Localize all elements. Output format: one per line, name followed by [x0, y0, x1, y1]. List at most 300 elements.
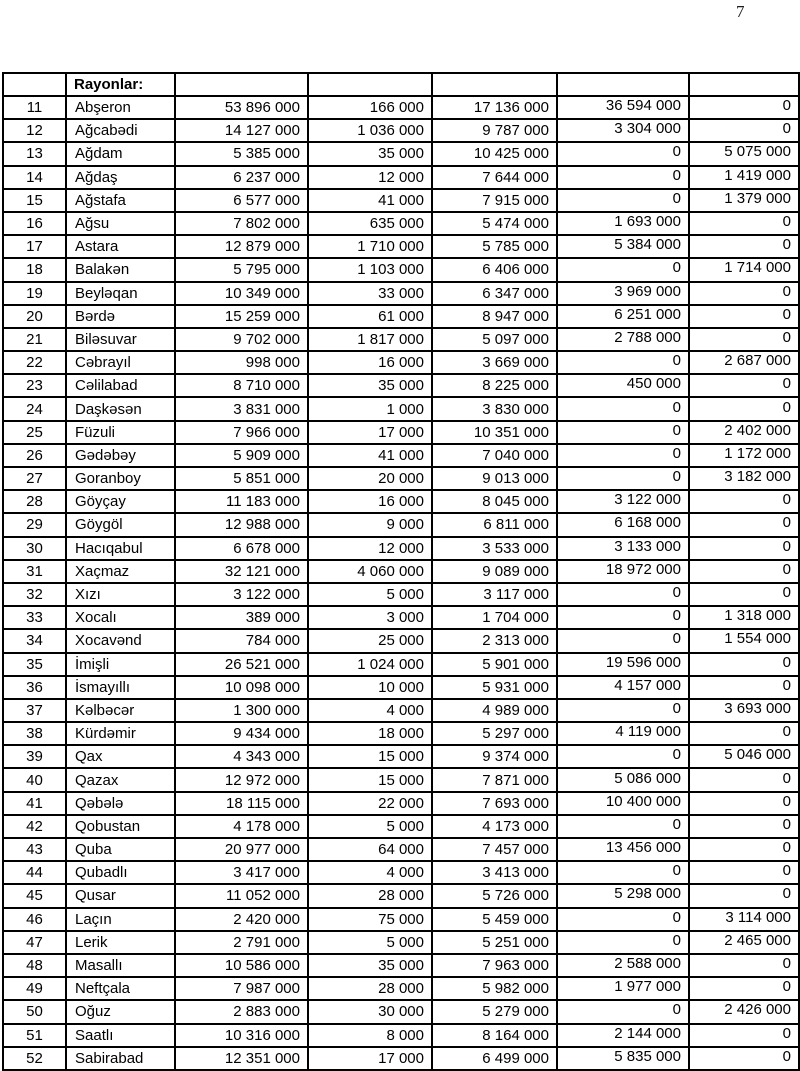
table-row	[3, 931, 799, 954]
value-cell-1: 14 127 000	[175, 119, 308, 142]
value-cell-1: 3 831 000	[175, 397, 308, 420]
value-cell-5: 0	[689, 768, 799, 791]
value-cell-2: 1 024 000	[308, 653, 432, 676]
district-name-cell: Kəlbəcər	[66, 699, 175, 722]
table-row	[3, 537, 799, 560]
district-name-cell: Laçın	[66, 908, 175, 931]
value-cell-1: 53 896 000	[175, 96, 308, 119]
value-cell-3: 5 097 000	[432, 328, 557, 351]
value-cell-4: 0	[557, 351, 689, 374]
value-cell-2: 30 000	[308, 1000, 432, 1023]
table-row	[3, 560, 799, 583]
value-cell-5: 5 046 000	[689, 745, 799, 768]
value-cell-5: 0	[689, 1047, 799, 1070]
value-cell-5: 0	[689, 397, 799, 420]
row-number-cell: 37	[3, 699, 66, 722]
value-cell-4: 0	[557, 606, 689, 629]
value-cell-5: 0	[689, 815, 799, 838]
value-cell-2: 61 000	[308, 305, 432, 328]
table-row	[3, 838, 799, 861]
value-cell-1: 2 791 000	[175, 931, 308, 954]
value-cell-1: 2 420 000	[175, 908, 308, 931]
value-cell-5: 0	[689, 838, 799, 861]
value-cell-2: 25 000	[308, 629, 432, 652]
value-cell-2: 12 000	[308, 166, 432, 189]
value-cell-3: 5 931 000	[432, 676, 557, 699]
table-row	[3, 722, 799, 745]
value-cell-5: 1 172 000	[689, 444, 799, 467]
value-cell-1: 3 417 000	[175, 861, 308, 884]
table-row	[3, 606, 799, 629]
value-cell-3: 7 040 000	[432, 444, 557, 467]
value-cell-4: 0	[557, 397, 689, 420]
value-cell-4: 13 456 000	[557, 838, 689, 861]
value-cell-4: 0	[557, 258, 689, 281]
table-row	[3, 490, 799, 513]
row-number-cell: 18	[3, 258, 66, 281]
district-name-cell: Göygöl	[66, 513, 175, 536]
row-number-cell: 33	[3, 606, 66, 629]
district-name-cell: Xocalı	[66, 606, 175, 629]
value-cell-2: 16 000	[308, 351, 432, 374]
table-row	[3, 745, 799, 768]
row-number-cell: 14	[3, 166, 66, 189]
table-row	[3, 258, 799, 281]
value-cell-1: 998 000	[175, 351, 308, 374]
table-body	[3, 96, 799, 1070]
value-cell-5: 0	[689, 96, 799, 119]
value-cell-4: 10 400 000	[557, 792, 689, 815]
row-number-cell: 41	[3, 792, 66, 815]
value-cell-1: 3 122 000	[175, 583, 308, 606]
district-name-cell: Gədəbəy	[66, 444, 175, 467]
value-cell-4: 0	[557, 815, 689, 838]
budget-table	[2, 72, 800, 1071]
value-cell-4: 5 298 000	[557, 884, 689, 907]
header-cell-empty	[557, 73, 689, 96]
value-cell-4: 1 977 000	[557, 977, 689, 1000]
table-row	[3, 977, 799, 1000]
row-number-cell: 13	[3, 142, 66, 165]
value-cell-1: 5 795 000	[175, 258, 308, 281]
value-cell-2: 12 000	[308, 537, 432, 560]
value-cell-2: 1 710 000	[308, 235, 432, 258]
table-row	[3, 96, 799, 119]
table-row	[3, 629, 799, 652]
value-cell-5: 0	[689, 722, 799, 745]
value-cell-2: 33 000	[308, 282, 432, 305]
value-cell-4: 450 000	[557, 374, 689, 397]
district-name-cell: Cəlilabad	[66, 374, 175, 397]
value-cell-3: 5 474 000	[432, 212, 557, 235]
value-cell-1: 11 183 000	[175, 490, 308, 513]
value-cell-4: 0	[557, 931, 689, 954]
table-row	[3, 166, 799, 189]
row-number-cell: 26	[3, 444, 66, 467]
district-name-cell: Masallı	[66, 954, 175, 977]
district-name-cell: Cəbrayıl	[66, 351, 175, 374]
value-cell-2: 1 000	[308, 397, 432, 420]
row-number-cell: 27	[3, 467, 66, 490]
value-cell-4: 0	[557, 861, 689, 884]
value-cell-2: 28 000	[308, 977, 432, 1000]
value-cell-4: 0	[557, 583, 689, 606]
value-cell-1: 9 434 000	[175, 722, 308, 745]
value-cell-3: 3 830 000	[432, 397, 557, 420]
value-cell-4: 0	[557, 1000, 689, 1023]
table-row	[3, 282, 799, 305]
value-cell-4: 0	[557, 629, 689, 652]
value-cell-1: 18 115 000	[175, 792, 308, 815]
table-row	[3, 397, 799, 420]
value-cell-2: 17 000	[308, 421, 432, 444]
value-cell-2: 35 000	[308, 142, 432, 165]
row-number-cell: 22	[3, 351, 66, 374]
value-cell-1: 2 883 000	[175, 1000, 308, 1023]
value-cell-4: 2 788 000	[557, 328, 689, 351]
value-cell-3: 7 915 000	[432, 189, 557, 212]
value-cell-4: 6 168 000	[557, 513, 689, 536]
value-cell-4: 0	[557, 189, 689, 212]
value-cell-2: 41 000	[308, 444, 432, 467]
table-header-row	[3, 73, 799, 96]
value-cell-3: 5 297 000	[432, 722, 557, 745]
value-cell-2: 18 000	[308, 722, 432, 745]
value-cell-4: 1 693 000	[557, 212, 689, 235]
value-cell-2: 4 000	[308, 699, 432, 722]
value-cell-5: 2 402 000	[689, 421, 799, 444]
district-name-cell: Ağcabədi	[66, 119, 175, 142]
value-cell-1: 12 351 000	[175, 1047, 308, 1070]
table-row	[3, 815, 799, 838]
value-cell-4: 2 588 000	[557, 954, 689, 977]
value-cell-5: 0	[689, 212, 799, 235]
table-row	[3, 119, 799, 142]
table-row	[3, 699, 799, 722]
value-cell-1: 12 972 000	[175, 768, 308, 791]
district-name-cell: Lerik	[66, 931, 175, 954]
value-cell-3: 5 279 000	[432, 1000, 557, 1023]
value-cell-3: 7 963 000	[432, 954, 557, 977]
value-cell-1: 12 879 000	[175, 235, 308, 258]
value-cell-1: 12 988 000	[175, 513, 308, 536]
value-cell-3: 6 499 000	[432, 1047, 557, 1070]
row-number-cell: 11	[3, 96, 66, 119]
value-cell-3: 8 947 000	[432, 305, 557, 328]
value-cell-5: 3 693 000	[689, 699, 799, 722]
value-cell-2: 10 000	[308, 676, 432, 699]
value-cell-3: 9 013 000	[432, 467, 557, 490]
row-number-cell: 45	[3, 884, 66, 907]
district-name-cell: Qubadlı	[66, 861, 175, 884]
value-cell-3: 8 225 000	[432, 374, 557, 397]
value-cell-4: 2 144 000	[557, 1024, 689, 1047]
district-name-cell: Qusar	[66, 884, 175, 907]
value-cell-2: 1 036 000	[308, 119, 432, 142]
value-cell-2: 1 103 000	[308, 258, 432, 281]
value-cell-3: 8 045 000	[432, 490, 557, 513]
table-row	[3, 653, 799, 676]
value-cell-5: 0	[689, 977, 799, 1000]
value-cell-5: 3 114 000	[689, 908, 799, 931]
value-cell-3: 2 313 000	[432, 629, 557, 652]
value-cell-5: 1 714 000	[689, 258, 799, 281]
value-cell-4: 3 122 000	[557, 490, 689, 513]
district-name-cell: Qax	[66, 745, 175, 768]
value-cell-2: 41 000	[308, 189, 432, 212]
row-number-cell: 35	[3, 653, 66, 676]
value-cell-3: 5 901 000	[432, 653, 557, 676]
value-cell-3: 10 425 000	[432, 142, 557, 165]
district-name-cell: Qobustan	[66, 815, 175, 838]
value-cell-5: 2 687 000	[689, 351, 799, 374]
header-cell-empty	[689, 73, 799, 96]
value-cell-5: 1 419 000	[689, 166, 799, 189]
value-cell-3: 10 351 000	[432, 421, 557, 444]
value-cell-5: 0	[689, 282, 799, 305]
value-cell-4: 0	[557, 421, 689, 444]
value-cell-4: 5 384 000	[557, 235, 689, 258]
row-number-cell: 52	[3, 1047, 66, 1070]
table-row	[3, 444, 799, 467]
row-number-cell: 31	[3, 560, 66, 583]
table-row	[3, 583, 799, 606]
value-cell-2: 166 000	[308, 96, 432, 119]
row-number-cell: 21	[3, 328, 66, 351]
value-cell-4: 0	[557, 444, 689, 467]
value-cell-3: 7 457 000	[432, 838, 557, 861]
value-cell-3: 9 374 000	[432, 745, 557, 768]
value-cell-3: 1 704 000	[432, 606, 557, 629]
value-cell-5: 0	[689, 1024, 799, 1047]
row-number-cell: 46	[3, 908, 66, 931]
district-name-cell: Qəbələ	[66, 792, 175, 815]
value-cell-4: 0	[557, 467, 689, 490]
value-cell-3: 9 787 000	[432, 119, 557, 142]
value-cell-1: 11 052 000	[175, 884, 308, 907]
value-cell-2: 20 000	[308, 467, 432, 490]
row-number-cell: 36	[3, 676, 66, 699]
value-cell-4: 36 594 000	[557, 96, 689, 119]
header-cell-empty	[3, 73, 66, 96]
value-cell-4: 3 304 000	[557, 119, 689, 142]
district-name-cell: Abşeron	[66, 96, 175, 119]
value-cell-3: 4 173 000	[432, 815, 557, 838]
value-cell-3: 8 164 000	[432, 1024, 557, 1047]
value-cell-4: 5 086 000	[557, 768, 689, 791]
table-row	[3, 467, 799, 490]
value-cell-1: 5 851 000	[175, 467, 308, 490]
row-number-cell: 17	[3, 235, 66, 258]
district-name-cell: Xızı	[66, 583, 175, 606]
value-cell-4: 0	[557, 166, 689, 189]
row-number-cell: 42	[3, 815, 66, 838]
table-row	[3, 374, 799, 397]
row-number-cell: 39	[3, 745, 66, 768]
value-cell-1: 32 121 000	[175, 560, 308, 583]
value-cell-3: 7 693 000	[432, 792, 557, 815]
table-row	[3, 305, 799, 328]
value-cell-3: 7 871 000	[432, 768, 557, 791]
value-cell-1: 8 710 000	[175, 374, 308, 397]
district-name-cell: Bərdə	[66, 305, 175, 328]
value-cell-4: 3 969 000	[557, 282, 689, 305]
value-cell-2: 1 817 000	[308, 328, 432, 351]
value-cell-5: 0	[689, 676, 799, 699]
value-cell-1: 1 300 000	[175, 699, 308, 722]
district-name-cell: Ağdaş	[66, 166, 175, 189]
value-cell-1: 6 577 000	[175, 189, 308, 212]
value-cell-2: 4 060 000	[308, 560, 432, 583]
row-number-cell: 32	[3, 583, 66, 606]
value-cell-5: 0	[689, 653, 799, 676]
value-cell-5: 2 465 000	[689, 931, 799, 954]
value-cell-3: 5 785 000	[432, 235, 557, 258]
row-number-cell: 12	[3, 119, 66, 142]
value-cell-2: 15 000	[308, 768, 432, 791]
value-cell-4: 6 251 000	[557, 305, 689, 328]
value-cell-3: 3 533 000	[432, 537, 557, 560]
table-row	[3, 212, 799, 235]
table-row	[3, 792, 799, 815]
district-name-cell: Ağdam	[66, 142, 175, 165]
table-row	[3, 861, 799, 884]
value-cell-5: 1 379 000	[689, 189, 799, 212]
row-number-cell: 16	[3, 212, 66, 235]
value-cell-3: 3 413 000	[432, 861, 557, 884]
row-number-cell: 51	[3, 1024, 66, 1047]
district-name-cell: Hacıqabul	[66, 537, 175, 560]
value-cell-3: 5 459 000	[432, 908, 557, 931]
value-cell-2: 22 000	[308, 792, 432, 815]
value-cell-2: 75 000	[308, 908, 432, 931]
value-cell-3: 9 089 000	[432, 560, 557, 583]
table-row	[3, 768, 799, 791]
value-cell-5: 0	[689, 861, 799, 884]
header-cell-empty	[308, 73, 432, 96]
value-cell-5: 0	[689, 119, 799, 142]
page-number: 7	[736, 2, 745, 21]
district-name-cell: Quba	[66, 838, 175, 861]
district-name-cell: İmişli	[66, 653, 175, 676]
value-cell-4: 3 133 000	[557, 537, 689, 560]
value-cell-5: 0	[689, 235, 799, 258]
value-cell-3: 6 811 000	[432, 513, 557, 536]
value-cell-3: 7 644 000	[432, 166, 557, 189]
value-cell-2: 5 000	[308, 583, 432, 606]
row-number-cell: 25	[3, 421, 66, 444]
value-cell-3: 17 136 000	[432, 96, 557, 119]
value-cell-5: 0	[689, 328, 799, 351]
table-row	[3, 513, 799, 536]
row-number-cell: 28	[3, 490, 66, 513]
row-number-cell: 44	[3, 861, 66, 884]
row-number-cell: 49	[3, 977, 66, 1000]
district-name-cell: Sabirabad	[66, 1047, 175, 1070]
value-cell-2: 3 000	[308, 606, 432, 629]
value-cell-1: 10 586 000	[175, 954, 308, 977]
value-cell-1: 6 237 000	[175, 166, 308, 189]
header-cell-empty	[175, 73, 308, 96]
value-cell-5: 0	[689, 513, 799, 536]
value-cell-4: 19 596 000	[557, 653, 689, 676]
value-cell-2: 35 000	[308, 374, 432, 397]
header-cell-rayonlar: Rayonlar:	[66, 73, 175, 96]
value-cell-3: 6 406 000	[432, 258, 557, 281]
row-number-cell: 30	[3, 537, 66, 560]
value-cell-1: 7 802 000	[175, 212, 308, 235]
row-number-cell: 50	[3, 1000, 66, 1023]
row-number-cell: 47	[3, 931, 66, 954]
row-number-cell: 43	[3, 838, 66, 861]
value-cell-4: 4 119 000	[557, 722, 689, 745]
table-row	[3, 1000, 799, 1023]
row-number-cell: 29	[3, 513, 66, 536]
district-name-cell: Saatlı	[66, 1024, 175, 1047]
value-cell-2: 9 000	[308, 513, 432, 536]
value-cell-1: 15 259 000	[175, 305, 308, 328]
value-cell-4: 0	[557, 142, 689, 165]
value-cell-1: 9 702 000	[175, 328, 308, 351]
row-number-cell: 23	[3, 374, 66, 397]
table-row	[3, 142, 799, 165]
row-number-cell: 40	[3, 768, 66, 791]
district-name-cell: Xaçmaz	[66, 560, 175, 583]
table-row	[3, 676, 799, 699]
table-row	[3, 189, 799, 212]
value-cell-1: 20 977 000	[175, 838, 308, 861]
value-cell-3: 3 669 000	[432, 351, 557, 374]
value-cell-3: 5 251 000	[432, 931, 557, 954]
value-cell-1: 5 385 000	[175, 142, 308, 165]
value-cell-1: 26 521 000	[175, 653, 308, 676]
table-row	[3, 328, 799, 351]
table-row	[3, 1047, 799, 1070]
district-name-cell: Balakən	[66, 258, 175, 281]
header-cell-empty	[432, 73, 557, 96]
value-cell-5: 2 426 000	[689, 1000, 799, 1023]
value-cell-2: 64 000	[308, 838, 432, 861]
district-name-cell: Oğuz	[66, 1000, 175, 1023]
district-name-cell: Qazax	[66, 768, 175, 791]
value-cell-3: 5 982 000	[432, 977, 557, 1000]
value-cell-1: 7 966 000	[175, 421, 308, 444]
district-name-cell: Füzuli	[66, 421, 175, 444]
value-cell-5: 0	[689, 537, 799, 560]
value-cell-1: 10 316 000	[175, 1024, 308, 1047]
value-cell-4: 0	[557, 745, 689, 768]
value-cell-5: 1 318 000	[689, 606, 799, 629]
value-cell-5: 0	[689, 792, 799, 815]
district-name-cell: Daşkəsən	[66, 397, 175, 420]
district-name-cell: İsmayıllı	[66, 676, 175, 699]
value-cell-4: 4 157 000	[557, 676, 689, 699]
value-cell-5: 0	[689, 305, 799, 328]
value-cell-2: 16 000	[308, 490, 432, 513]
row-number-cell: 38	[3, 722, 66, 745]
district-name-cell: Biləsuvar	[66, 328, 175, 351]
value-cell-2: 35 000	[308, 954, 432, 977]
value-cell-5: 0	[689, 490, 799, 513]
value-cell-4: 18 972 000	[557, 560, 689, 583]
value-cell-3: 5 726 000	[432, 884, 557, 907]
value-cell-2: 5 000	[308, 815, 432, 838]
row-number-cell: 48	[3, 954, 66, 977]
value-cell-2: 28 000	[308, 884, 432, 907]
value-cell-3: 6 347 000	[432, 282, 557, 305]
value-cell-2: 4 000	[308, 861, 432, 884]
table-row	[3, 1024, 799, 1047]
